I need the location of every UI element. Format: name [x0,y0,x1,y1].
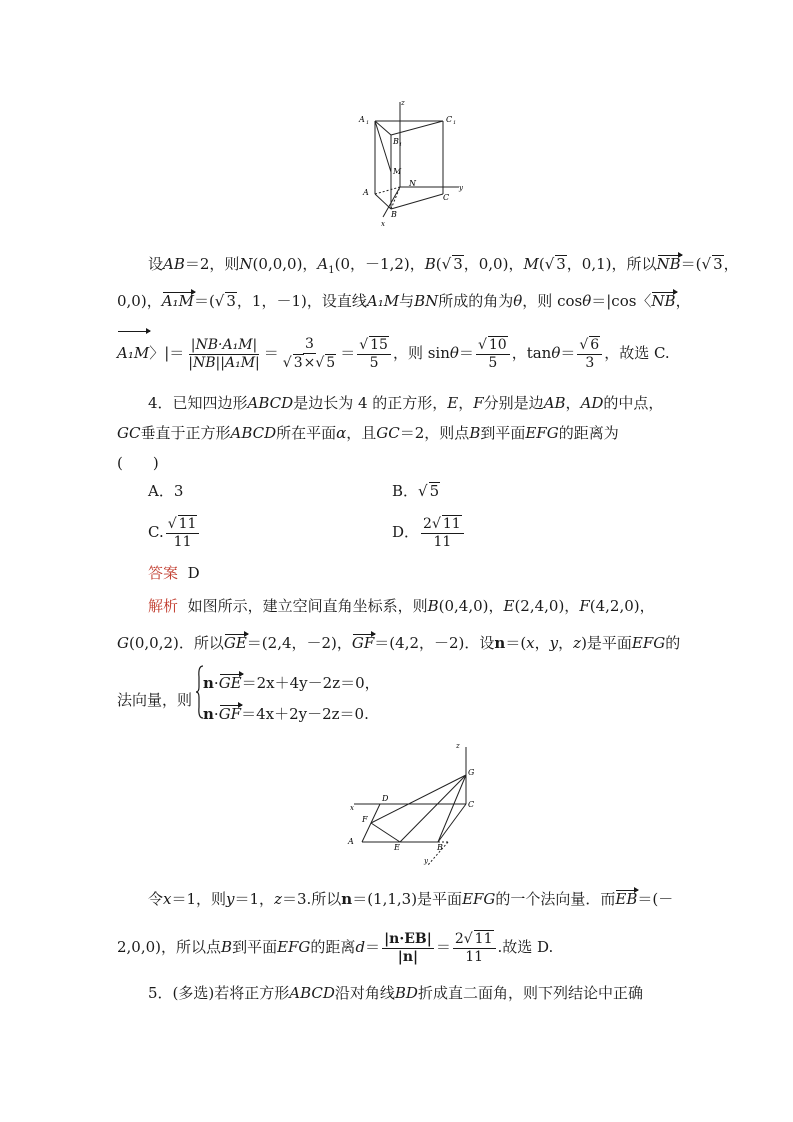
label-a1: A [359,115,365,124]
equation-2: n·GF＝4x＋2y－2z＝0. [203,705,369,723]
label-x: x [381,220,385,228]
label-c1: C [446,115,453,124]
fig2-label-e: E [394,843,400,852]
q4-line3: ( ) [117,454,159,472]
label-a: A [363,188,369,197]
label-c: C [443,193,450,202]
fig2-label-f: F [362,815,368,824]
solution-line1: 解析 如图所示，建立空间直角坐标系，则B(0,4,0)，E(2,4,0)，F(4,2,0)， [148,597,655,615]
p2-line1: 令x＝1，则y＝1，z＝3.所以n＝(1,1,3)是平面EFG的一个法向量．而EB＝(－ [148,890,674,908]
fig2-label-x: x [350,804,354,812]
option-b: B．√ 5 [392,482,440,500]
answer-line: 答案 D [148,564,200,582]
svg-text:1: 1 [453,120,457,126]
fig2-label-b: B [437,843,443,852]
prism-figure [355,97,470,232]
option-c: C. $\frac{√ 11}{11}$ [148,512,201,552]
label-b1: B [393,137,399,146]
fig2-label-d: D [382,794,389,803]
label-n: N [409,179,416,188]
q4-line1: 4．已知四边形ABCD是边长为 4 的正方形，E，F分别是边AB，AD的中点， [148,394,664,412]
q5-line1: 5．(多选)若将正方形ABCD沿对角线BD折成直二面角，则下列结论中正确 [148,984,643,1002]
equation-1: n·GE＝2x＋4y－2z＝0， [203,674,380,692]
coordinate-figure [340,737,485,867]
fig2-label-a: A [348,837,354,846]
p2-line2: 2,0,0)，所以点B到平面EFG的距离d＝ $\frac{|n\cdot EB|}{|n|}$ ＝ $\frac{2√ 11}{11}$ .故选 D. [117,930,554,965]
p1-line2: 0,0)，A₁M＝(√ 3，1，－1)，设直线A₁M与BN所成的角为θ，则 cosθ＝|cos〈NB， [117,292,691,310]
label-z: z [401,99,405,107]
fig2-label-y: y [424,857,428,865]
label-y: y [459,184,463,192]
option-a: A．3 [148,482,184,500]
svg-text:1: 1 [366,120,370,126]
svg-text:1: 1 [399,142,403,148]
fig2-label-z: z [456,742,460,750]
label-b: B [391,210,397,219]
solution-line2: G(0,0,2)．所以GE＝(2,4，－2)，GF＝(4,2，－2)．设n＝(x，y，z)是平面EFG的 [117,634,681,652]
fig2-label-g: G [468,768,475,777]
fig2-label-c: C [468,800,475,809]
solution-line3: 法向量，则 [117,691,193,709]
q4-line2: GC垂直于正方形ABCD所在平面α，且GC＝2，则点B到平面EFG的距离为 [117,424,619,442]
option-d: D． $\frac{2√ 11}{11}$ [392,512,466,552]
p1-line1: 设AB＝2，则N(0,0,0)，$A_1(0$，－1,2)，B(√ 3，0,0)，M(√ 3，0,1)，所以NB＝(√ 3， [148,255,739,276]
p1-line3: A₁M〉|＝ $\frac{\text{|NB·A₁M|}}{\text{|NB||A₁M|}}$ ＝ $\frac{3}{√ 3\times√ 5}$ ＝ $\frac{√ 15}{5}$ ，则 sinθ＝ $\frac{√ 10}{5}$ ，tanθ＝ $\frac{√ 6}{3}$ ，故选 C. [117,330,670,376]
label-m: M [393,167,402,176]
